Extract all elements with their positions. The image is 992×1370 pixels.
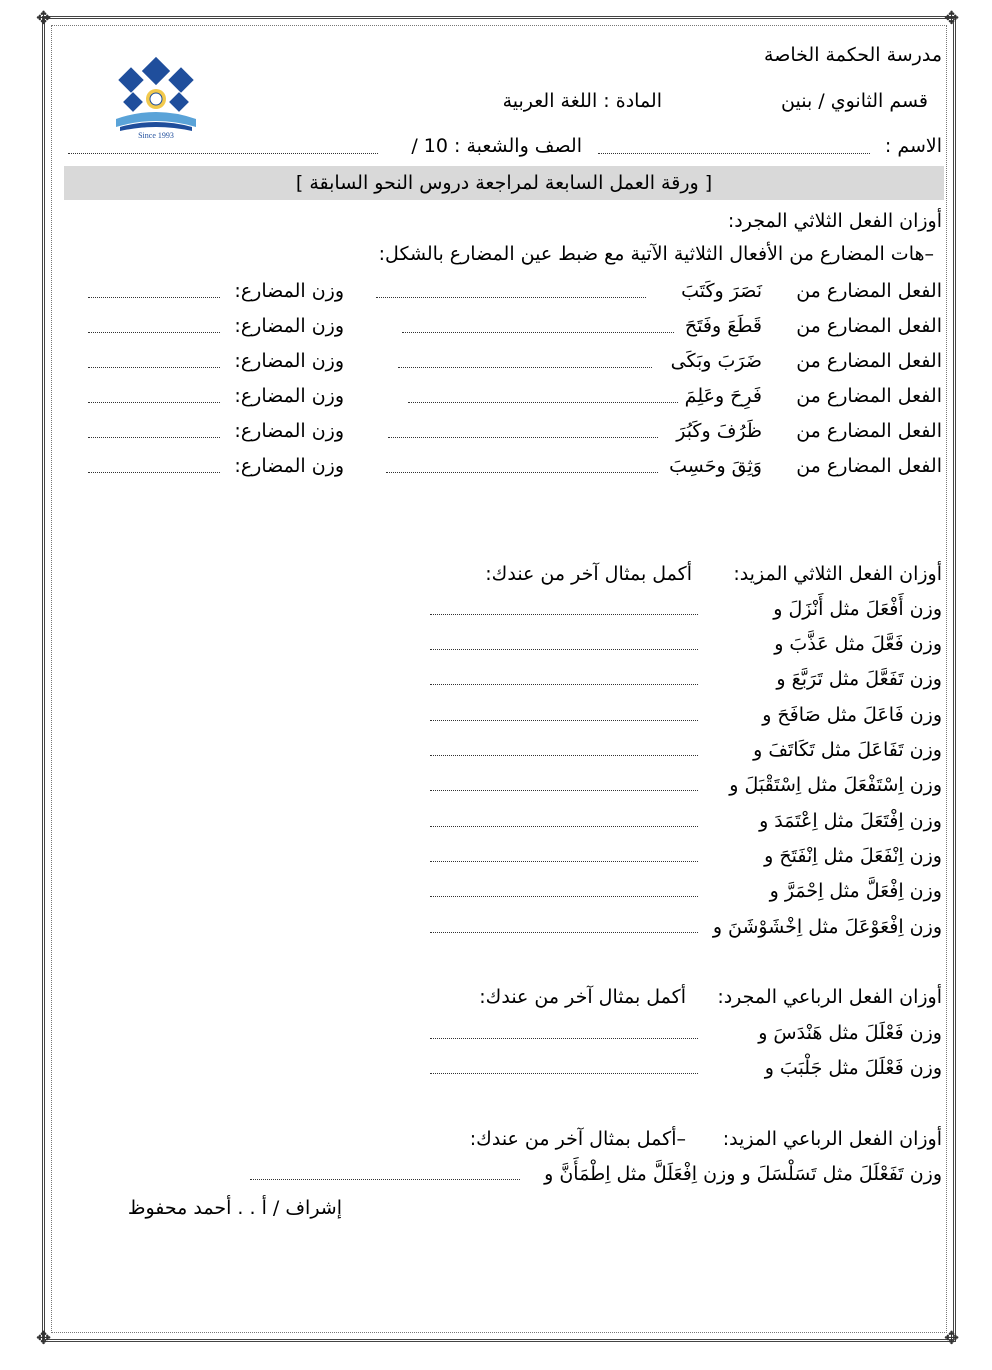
part4-heading: أوزان الفعل الرباعي المزيد: <box>722 1128 942 1150</box>
name-label: الاسم : <box>884 135 942 157</box>
part2-heading: أوزان الفعل الثلاثي المزيد: <box>733 563 942 585</box>
class-field[interactable] <box>68 153 378 154</box>
answer-field[interactable] <box>430 896 698 897</box>
answer-field[interactable] <box>398 367 652 368</box>
answer-field[interactable] <box>408 402 678 403</box>
exercise-row: وزن اِفْعَلَّ مثل اِحْمَرَّ و <box>769 880 942 902</box>
answer-field[interactable] <box>430 1038 698 1039</box>
supervisor-signature: إشراف / أ . . أحمد محفوظ <box>127 1197 342 1219</box>
row-verbs: ظَرُفَ وكَبُرَ <box>676 420 762 442</box>
weight-label: وزن المضارع: <box>234 315 344 337</box>
answer-field[interactable] <box>430 614 698 615</box>
row-verbs: نَصَرَ وكَتَبَ <box>681 280 762 302</box>
logo-caption: Since 1993 <box>138 131 174 140</box>
exercise-row: وزن أَفْعَلَ مثل أَنْزَلَ و <box>773 598 942 620</box>
answer-field[interactable] <box>430 684 698 685</box>
answer-field[interactable] <box>388 437 658 438</box>
worksheet-title-banner <box>64 166 944 200</box>
row-prefix: الفعل المضارع من <box>796 350 942 372</box>
school-logo <box>100 55 212 147</box>
weight-field[interactable] <box>88 297 220 298</box>
answer-field[interactable] <box>430 932 698 933</box>
part1-instruction: –هات المضارع من الأفعال الثلاثية الآتية مع ضبط عين المضارع بالشكل: <box>378 243 934 265</box>
answer-field[interactable] <box>250 1179 520 1180</box>
name-field[interactable] <box>598 153 870 154</box>
answer-field[interactable] <box>430 720 698 721</box>
row-prefix: الفعل المضارع من <box>796 280 942 302</box>
answer-field[interactable] <box>402 332 674 333</box>
exercise-row: وزن تَفَاعَلَ مثل تَكَاتَفَ و <box>753 739 942 761</box>
part1-heading: أوزان الفعل الثلاثي المجرد: <box>727 210 942 232</box>
exercise-row: وزن فَعَّلَ مثل عَذَّبَ و <box>774 633 942 655</box>
exercise-row: وزن تَفَعْلَلَ مثل تَسَلْسَلَ و وزن اِفْعَلَلَّ مثل اِطْمَأَنَّ و <box>544 1163 942 1185</box>
answer-field[interactable] <box>430 826 698 827</box>
exercise-row: وزن فَعْلَلَ مثل هَنْدَسَ و <box>758 1022 942 1044</box>
corner-ornament-icon: ✥ <box>36 8 52 29</box>
row-verbs: وَثِقَ وحَسِبَ <box>669 455 762 477</box>
answer-field[interactable] <box>430 755 698 756</box>
worksheet-title: [ ورقة العمل السابعة لمراجعة دروس النحو السابقة ] <box>295 172 713 194</box>
answer-field[interactable] <box>386 472 658 473</box>
exercise-row: وزن تَفَعَّلَ مثل تَرَبَّعَ و <box>776 668 942 690</box>
weight-field[interactable] <box>88 437 220 438</box>
corner-ornament-icon: ✥ <box>944 8 960 29</box>
row-verbs: ضَرَبَ وبَكَى <box>670 350 762 372</box>
weight-field[interactable] <box>88 367 220 368</box>
answer-field[interactable] <box>430 790 698 791</box>
school-name: مدرسة الحكمة الخاصة <box>764 44 942 66</box>
corner-ornament-icon: ✥ <box>944 1328 960 1349</box>
row-prefix: الفعل المضارع من <box>796 315 942 337</box>
answer-field[interactable] <box>430 649 698 650</box>
class-label: الصف والشعبة : 10 / <box>411 135 582 157</box>
weight-label: وزن المضارع: <box>234 455 344 477</box>
weight-label: وزن المضارع: <box>234 420 344 442</box>
exercise-row: وزن فَاعَلَ مثل صَافَحَ و <box>762 704 942 726</box>
row-prefix: الفعل المضارع من <box>796 455 942 477</box>
part4-instruction: –أكمل بمثال آخر من عندك: <box>469 1128 686 1150</box>
answer-field[interactable] <box>430 1073 698 1074</box>
part3-heading: أوزان الفعل الرباعي المجرد: <box>717 986 942 1008</box>
subject-label: المادة : اللغة العربية <box>502 90 662 112</box>
corner-ornament-icon: ✥ <box>36 1328 52 1349</box>
answer-field[interactable] <box>376 297 646 298</box>
part2-instruction: أكمل بمثال آخر من عندك: <box>485 563 692 585</box>
weight-label: وزن المضارع: <box>234 385 344 407</box>
row-prefix: الفعل المضارع من <box>796 420 942 442</box>
section-label: قسم الثانوي / بنين <box>781 90 928 112</box>
exercise-row: وزن اِسْتَفْعَلَ مثل اِسْتَقْبَلَ و <box>729 774 942 796</box>
exercise-row: وزن اِنْفَعَلَ مثل اِنْفَتَحَ و <box>764 845 942 867</box>
answer-field[interactable] <box>430 861 698 862</box>
weight-field[interactable] <box>88 332 220 333</box>
exercise-row: وزن اِفْتَعَلَ مثل اِعْتَمَدَ و <box>759 810 942 832</box>
weight-label: وزن المضارع: <box>234 350 344 372</box>
weight-field[interactable] <box>88 472 220 473</box>
row-prefix: الفعل المضارع من <box>796 385 942 407</box>
row-verbs: قَطَعَ وفَتَحَ <box>684 315 762 337</box>
exercise-row: وزن فَعْلَلَ مثل جَلْبَبَ و <box>764 1057 942 1079</box>
row-verbs: فَرِحَ وعَلِمَ <box>684 385 762 407</box>
part3-instruction: أكمل بمثال آخر من عندك: <box>479 986 686 1008</box>
weight-label: وزن المضارع: <box>234 280 344 302</box>
weight-field[interactable] <box>88 402 220 403</box>
exercise-row: وزن اِفْعَوْعَلَ مثل اِخْشَوْشَنَ و <box>712 916 942 938</box>
